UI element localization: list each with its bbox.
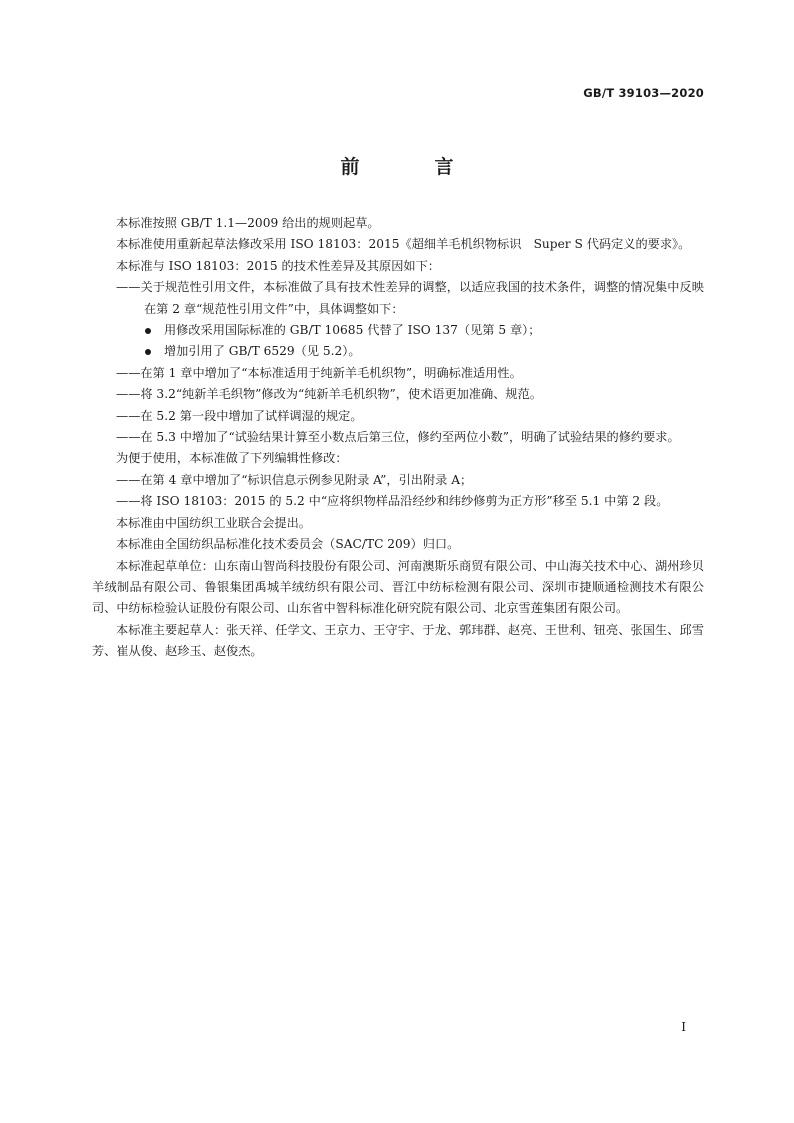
dash-item: ——将 ISO 18103：2015 的 5.2 中“应将织物样品沿经纱和纬纱修剪为正方形”移至 5.1 中第 2 段。	[116, 494, 669, 509]
paragraph-drafters: 本标准主要起草人：张天祥、任学文、王京力、王守宇、于龙、郭玮群、赵亮、王世利、钮亮、张国生、邱雪芳、崔从俊、赵珍玉、赵俊杰。	[92, 622, 704, 659]
bullet-item-text: 用修改采用国际标准的 GB/T 10685 代替了 ISO 137（见第 5 章）；	[164, 323, 541, 338]
dash-item-normative-references: ——关于规范性引用文件，本标准做了具有技术性差异的调整，以适应我国的技术条件，调整的情况集中反映在第 2 章“规范性引用文件”中，具体调整如下：	[116, 280, 704, 316]
bullet-item	[92, 341, 704, 362]
dash-item: ——在第 4 章中增加了“标识信息示例参见附录 A”，引出附录 A；	[116, 472, 473, 487]
bullet-dot-icon	[145, 349, 151, 355]
paragraph-editorial-intro: 为便于使用，本标准做了下列编辑性修改：	[116, 451, 348, 466]
dash-item: ——将 3.2“纯新羊毛织物”修改为“纯新羊毛机织物”，使术语更加准确、规范。	[116, 387, 542, 402]
bullet-item-text: 增加引用了 GB/T 6529（见 5.2）。	[164, 344, 361, 359]
page-number: I	[681, 1020, 686, 1034]
dash-item: ——在 5.3 中增加了“试验结果计算至小数点后第三位，修约至两位小数”，明确了试验结果的修约要求。	[116, 430, 680, 445]
dash-item: ——在 5.2 第一段中增加了试样调湿的规定。	[116, 408, 363, 423]
dash-item: ——在第 1 章中增加了“本标准适用于纯新羊毛机织物”，明确标准适用性。	[116, 365, 522, 380]
paragraph-under-jurisdiction: 本标准由全国纺织品标准化技术委员会（SAC/TC 209）归口。	[116, 537, 460, 552]
paragraph-proposed-by: 本标准由中国纺织工业联合会提出。	[116, 515, 311, 530]
page-title: 前 言	[340, 156, 482, 178]
bullet-dot-icon	[145, 328, 151, 334]
paragraph-adoption: 本标准使用重新起草法修改采用 ISO 18103：2015《超细羊毛机织物标识 Super S 代码定义的要求》。	[116, 237, 691, 252]
bullet-item	[92, 320, 704, 341]
paragraph-drafting-rules: 本标准按照 GB/T 1.1—2009 给出的规则起草。	[116, 216, 380, 230]
standard-code: GB/T 39103—2020	[583, 86, 704, 100]
document-body	[92, 213, 704, 663]
paragraph-drafting-units: 本标准起草单位：山东南山智尚科技股份有限公司、河南澳斯乐商贸有限公司、中山海关技术中心、湖州珍贝羊绒制品有限公司、鲁银集团禹城羊绒纺织有限公司、晋江中纺标检测有限公司、深圳市捷顺通检测技术有限公司、中纺标检验认证股份有限公司、山东省中智科标准化研究院有限公司、北京雪莲集团有限公司。	[92, 558, 704, 616]
paragraph-differences-intro: 本标准与 ISO 18103：2015 的技术性差异及其原因如下：	[116, 258, 440, 273]
